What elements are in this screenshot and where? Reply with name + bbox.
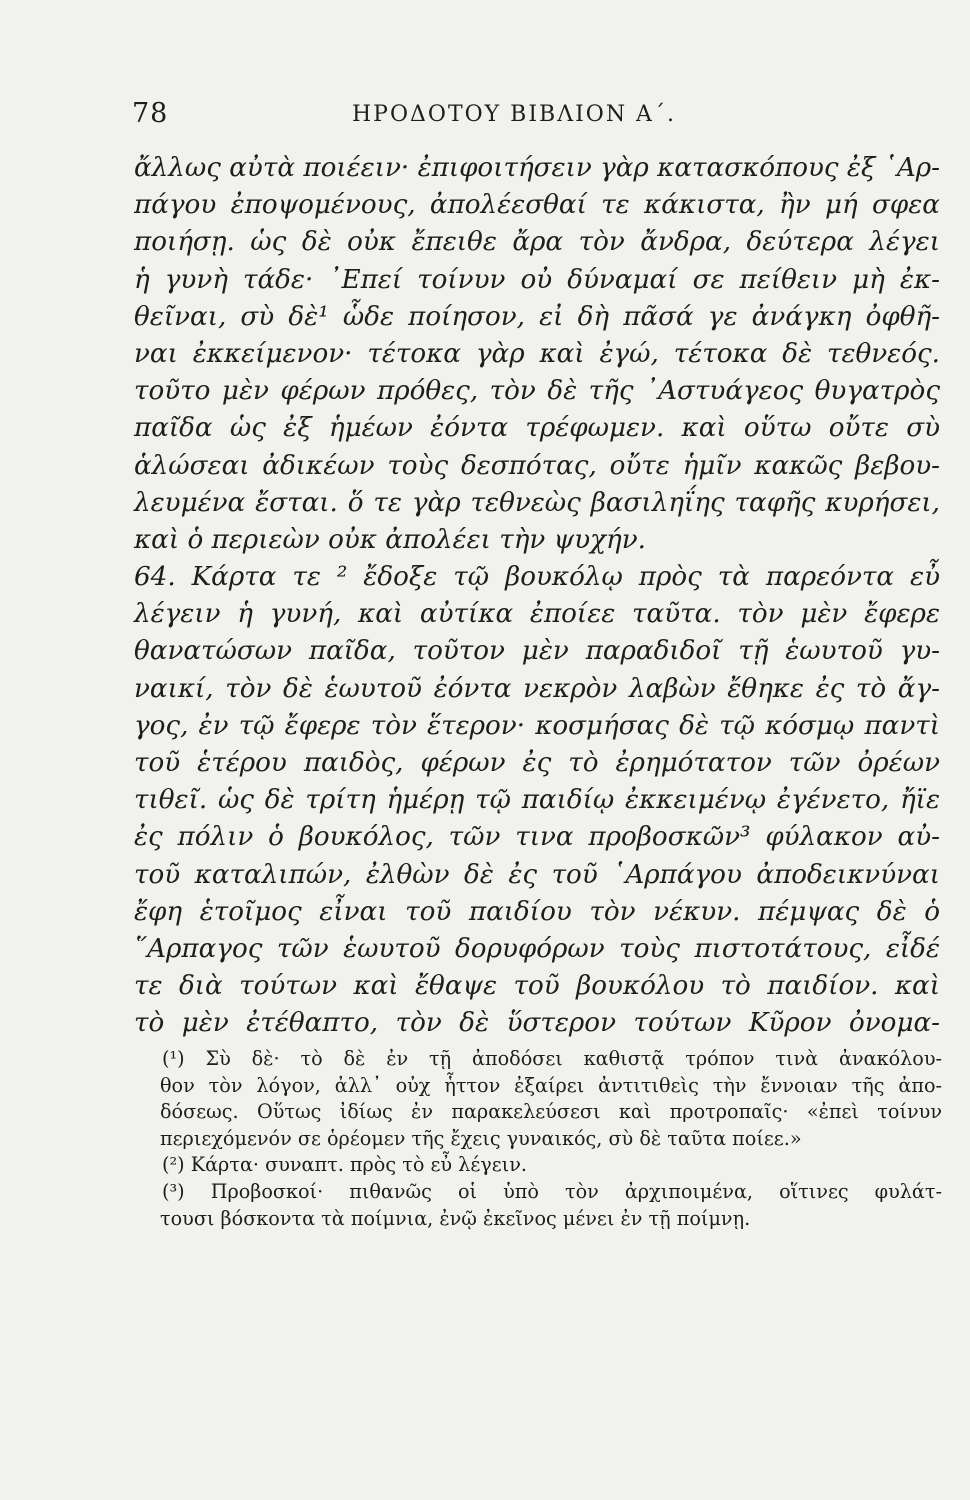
footnote-line: περιεχόμενόν σε ὁρέομεν τῆς ἔχεις γυναικός, σὺ δὲ ταῦτα ποίεε.» (160, 1126, 802, 1150)
text-line: παῖδα ὡς ἐξ ἡμέων ἐόντα τρέφωμεν. καὶ οὕτω οὔτε σὺ (134, 413, 940, 444)
text-line: καὶ ὁ περιεὼν οὐκ ἀπολέει τὴν ψυχήν. (134, 524, 646, 555)
text-line: ποιήσῃ. ὡς δὲ οὐκ ἔπειθε ἄρα τὸν ἄνδρα, δεύτερα λέγει (134, 227, 940, 258)
footnote-2: (²) Κάρτα· συναπτ. πρὸς τὸ εὖ λέγειν. (162, 1153, 527, 1177)
text-line: ἡ γυνὴ τάδε· ᾿Επεί τοίνυν οὐ δύναμαί σε πείθειν μὴ ἐκ- (134, 264, 940, 295)
running-head: ΗΡΟΔΟΤΟΥ ΒΙΒΛΙΟΝ Α΄. (352, 102, 676, 127)
text-line: τὸ μὲν ἐτέθαπτο, τὸν δὲ ὕστερον τούτων Κῦρον ὀνομα- (134, 1008, 940, 1039)
text-line: θανατώσων παῖδα, τοῦτον μὲν παραδιδοῖ τῇ ἑωυτοῦ γυ- (134, 636, 940, 667)
footnote-line: θον τὸν λόγον, ἀλλ᾿ οὐχ ἧττον ἐξαίρει ἀντιτιθεὶς τὴν ἔννοιαν τῆς ἀπο- (160, 1073, 942, 1097)
main-text (134, 150, 940, 1043)
text-line: ναικί, τὸν δὲ ἑωυτοῦ ἐόντα νεκρὸν λαβὼν ἔθηκε ἐς τὸ ἄγ- (134, 673, 940, 704)
page-number: 78 (132, 98, 169, 129)
text-line: ἐς πόλιν ὁ βουκόλος, τῶν τινα προβοσκῶν³ φύλακον αὐ- (134, 822, 940, 853)
text-line: ῞Αρπαγος τῶν ἑωυτοῦ δορυφόρων τοὺς πιστοτάτους, εἶδέ (134, 933, 940, 964)
text-line: τιθεῖ. ὡς δὲ τρίτη ἡμέρῃ τῷ παιδίῳ ἐκκειμένῳ ἐγένετο, ἤϊε (134, 785, 940, 816)
footnotes (162, 1046, 942, 1232)
text-line: γος, ἐν τῷ ἔφερε τὸν ἕτερον· κοσμήσας δὲ τῷ κόσμῳ παντὶ (134, 710, 940, 741)
section-64-start: 64. Κάρτα τε ² ἔδοξε τῷ βουκόλῳ πρὸς τὰ παρεόντα εὖ (134, 562, 940, 593)
text-line: ναι ἐκκείμενον· τέτοκα γὰρ καὶ ἐγώ, τέτοκα δὲ τεθνεός. (134, 338, 940, 369)
text-line: λευμένα ἔσται. ὅ τε γὰρ τεθνεὼς βασιληΐης ταφῆς κυρήσει, (134, 487, 940, 518)
text-line: τοῦ ἑτέρου παιδὸς, φέρων ἐς τὸ ἐρημότατον τῶν ὀρέων (134, 748, 940, 778)
footnote-3: (³) Προβοσκοί· πιθανῶς οἱ ὑπὸ τὸν ἀρχιποιμένα, οἵτινες φυλάτ- (162, 1179, 942, 1203)
text-line: ἁλώσεαι ἀδικέων τοὺς δεσπότας, οὔτε ἡμῖν κακῶς βεβου- (134, 450, 940, 481)
text-line: ἄλλως αὐτὰ ποιέειν· ἐπιφοιτήσειν γὰρ κατασκόπους ἐξ ῾Αρ- (134, 153, 940, 183)
footnote-line: τουσι βόσκοντα τὰ ποίμνια, ἐνῷ ἐκεῖνος μένει ἐν τῇ ποίμνῃ. (160, 1206, 751, 1230)
text-line: τοῦ καταλιπών, ἐλθὼν δὲ ἐς τοῦ ῾Αρπάγου ἀποδεικνύναι (134, 859, 940, 890)
text-line: ἔφη ἑτοῖμος εἶναι τοῦ παιδίου τὸν νέκυν. πέμψας δὲ ὁ (134, 896, 940, 927)
footnote-1: (¹) Σὺ δὲ· τὸ δὲ ἐν τῇ ἀποδόσει καθιστᾷ τρόπον τινὰ ἀνακόλου- (162, 1047, 942, 1070)
text-line: πάγου ἐποψομένους, ἀπολέεσθαί τε κάκιστα, ἢν μή σφεα (134, 190, 940, 221)
text-line: τοῦτο μὲν φέρων πρόθες, τὸν δὲ τῆς ᾿Αστυάγεος θυγατρὸς (134, 376, 940, 407)
text-line: τε διὰ τούτων καὶ ἔθαψε τοῦ βουκόλου τὸ παιδίον. καὶ (134, 971, 940, 1002)
text-line: θεῖναι, σὺ δὲ¹ ὧδε ποίησον, εἰ δὴ πᾶσά γε ἀνάγκη ὀφθῆ- (134, 301, 940, 332)
text-line: λέγειν ἡ γυνή, καὶ αὐτίκα ἐποίεε ταῦτα. τὸν μὲν ἔφερε (134, 599, 940, 630)
footnote-line: δόσεως. Οὕτως ἰδίως ἐν παρακελεύσεσι καὶ προτροπαῖς· «ἐπεὶ τοίνυν (160, 1100, 942, 1124)
